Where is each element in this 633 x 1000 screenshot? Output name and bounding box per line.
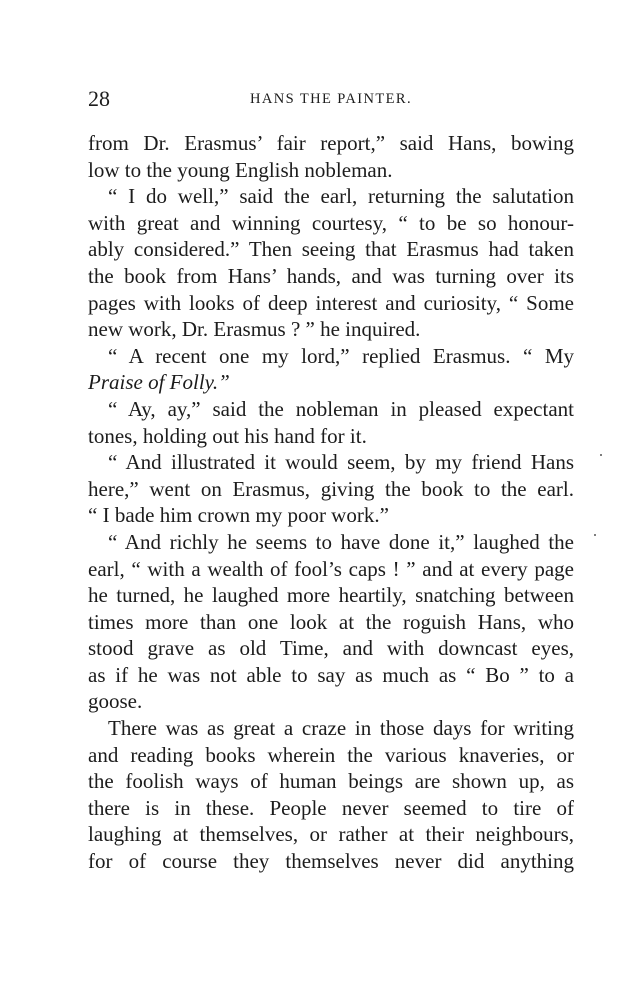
text-line: he turned, he laughed more heartily, snatching between	[88, 583, 574, 608]
text-line: laughing at themselves, or rather at their neighbours,	[88, 822, 574, 847]
text-line: earl, “ with a wealth of fool’s caps ! ” and at every page	[88, 556, 574, 581]
text-line: “ And richly he seems to have done it,” laughed the	[108, 529, 574, 554]
text-line: here,” went on Erasmus, giving the book to the earl.	[88, 476, 574, 501]
text-line: as if he was not able to say as much as “ Bo ” to a	[88, 662, 574, 687]
text-line: for of course they themselves never did anything	[88, 849, 574, 874]
text-line: and reading books wherein the various knaveries, or	[88, 742, 574, 767]
text-line: tones, holding out his hand for it.	[88, 423, 367, 448]
paper-speck	[594, 534, 596, 536]
running-title: HANS THE PAINTER.	[250, 91, 412, 107]
page-number: 28	[88, 86, 110, 111]
text-line: new work, Dr. Erasmus ? ” he inquired.	[88, 317, 421, 342]
text-line: from Dr. Erasmus’ fair report,” said Hans, bowing	[88, 131, 574, 155]
body-text	[88, 130, 574, 875]
book-title-italic: Praise of Folly.”	[88, 370, 230, 395]
text-line: ably considered.” Then seeing that Erasmus had taken	[88, 237, 574, 262]
text-line: “ I do well,” said the earl, returning the salutation	[108, 184, 574, 209]
text-line: “ A recent one my lord,” replied Erasmus. “ My	[108, 343, 574, 368]
text-line: stood grave as old Time, and with downcast eyes,	[88, 636, 574, 661]
text-line: There was as great a craze in those days for writing	[108, 716, 574, 741]
text-line: pages with looks of deep interest and curiosity, “ Some	[88, 290, 574, 315]
paper-speck	[600, 454, 602, 456]
text-line: goose.	[88, 689, 143, 714]
text-line: the book from Hans’ hands, and was turning over its	[88, 263, 574, 288]
text-line: with great and winning courtesy, “ to be so honour-	[88, 210, 574, 235]
running-head	[88, 86, 574, 112]
text-line: “ I bade him crown my poor work.”	[88, 503, 389, 528]
text-line: “ Ay, ay,” said the nobleman in pleased expectant	[108, 396, 574, 421]
text-line: the foolish ways of human beings are shown up, as	[88, 769, 574, 794]
text-line	[88, 369, 574, 396]
text-line: “ And illustrated it would seem, by my friend Hans	[108, 450, 574, 475]
text-line: low to the young English nobleman.	[88, 157, 393, 182]
text-line: times more than one look at the roguish Hans, who	[88, 609, 574, 634]
text-line: there is in these. People never seemed to tire of	[88, 795, 574, 820]
